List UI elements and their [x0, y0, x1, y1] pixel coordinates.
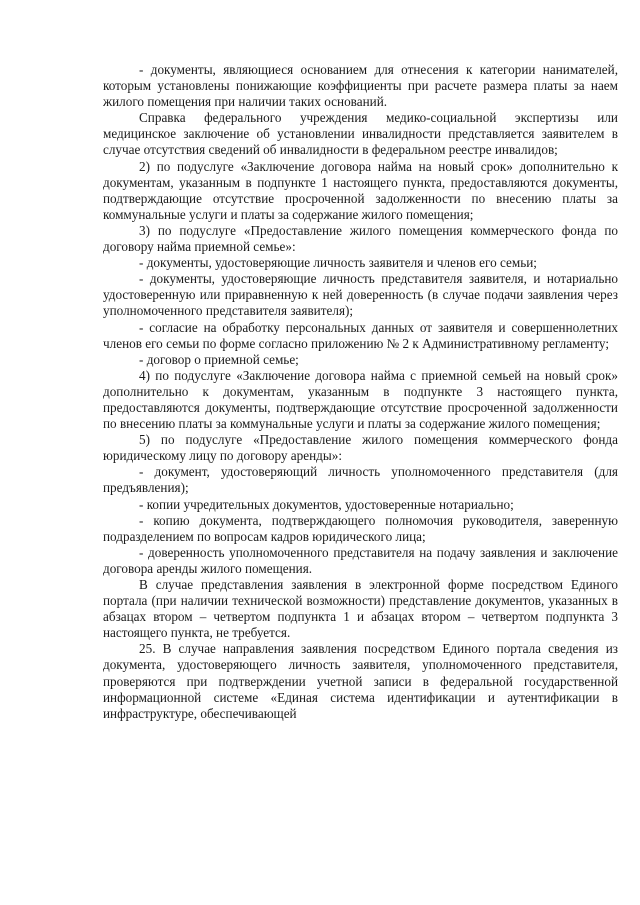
paragraph: - доверенность уполномоченного представителя на подачу заявления и заключение договора аренды жилого помещения.: [103, 544, 618, 576]
paragraph: - документы, удостоверяющие личность представителя заявителя, и нотариально удостоверенную или приравненную к ней доверенность (в случае подачи заявления через уполномоченного представителя заявителя);: [103, 271, 618, 319]
paragraph: - копию документа, подтверждающего полномочия руководителя, заверенную подразделением по вопросам кадров юридического лица;: [103, 512, 618, 544]
paragraph: - документы, являющиеся основанием для отнесения к категории нанимателей, которым установлены понижающие коэффициенты при расчете размера платы за наем жилого помещения при наличии таких оснований.: [103, 62, 618, 110]
paragraph: 25. В случае направления заявления посредством Единого портала сведения из документа, удостоверяющего личность заявителя, уполномоченного представителя, проверяются при подтверждении учетной записи в федеральной государственной информационной системе «Единая система идентификации и аутентификации в инфраструктуре, обеспечивающей: [103, 641, 618, 721]
paragraph: - копии учредительных документов, удостоверенные нотариально;: [139, 496, 514, 512]
paragraph: 4) по подуслуге «Заключение договора найма с приемной семьей на новый срок» дополнительно к документам, указанным в подпункте 3 настоящего пункта, предоставляются документы, подтверждающие отсутствие просроченной задолженности по внесению платы за коммунальные услуги и платы за содержание жилого помещения;: [103, 367, 618, 432]
paragraph: - документ, удостоверяющий личность уполномоченного представителя (для предъявления);: [103, 464, 618, 496]
paragraph: В случае представления заявления в электронной форме посредством Единого портала (при наличии технической возможности) представление документов, указанных в абзацах втором – четвертом подпункта 1 и абзацах втором – четвертом подпункта 3 настоящего пункта, не требуется.: [103, 577, 618, 641]
paragraph: Справка федерального учреждения медико-социальной экспертизы или медицинское заключение об установлении инвалидности представляется заявителем в случае отсутствия сведений об инвалидности в федеральном реестре инвалидов;: [103, 110, 618, 158]
document-body: [103, 62, 618, 722]
paragraph: 3) по подуслуге «Предоставление жилого помещения коммерческого фонда по договору найма приемной семье»:: [103, 222, 618, 255]
paragraph: - документы, удостоверяющие личность заявителя и членов его семьи;: [139, 255, 537, 271]
paragraph: - согласие на обработку персональных данных от заявителя и совершеннолетних членов его семьи по форме согласно приложению № 2 к Административному регламенту;: [103, 319, 618, 351]
paragraph: 2) по подуслуге «Заключение договора найма на новый срок» дополнительно к документам, указанным в подпункте 1 настоящего пункта, предоставляются документы, подтверждающие отсутствие просроченной задолженности по внесению платы за коммунальные услуги и платы за содержание жилого помещения;: [103, 158, 618, 222]
paragraph: 5) по подуслуге «Предоставление жилого помещения коммерческого фонда юридическому лицу по договору аренды»:: [103, 432, 618, 464]
paragraph: - договор о приемной семье;: [139, 351, 299, 367]
